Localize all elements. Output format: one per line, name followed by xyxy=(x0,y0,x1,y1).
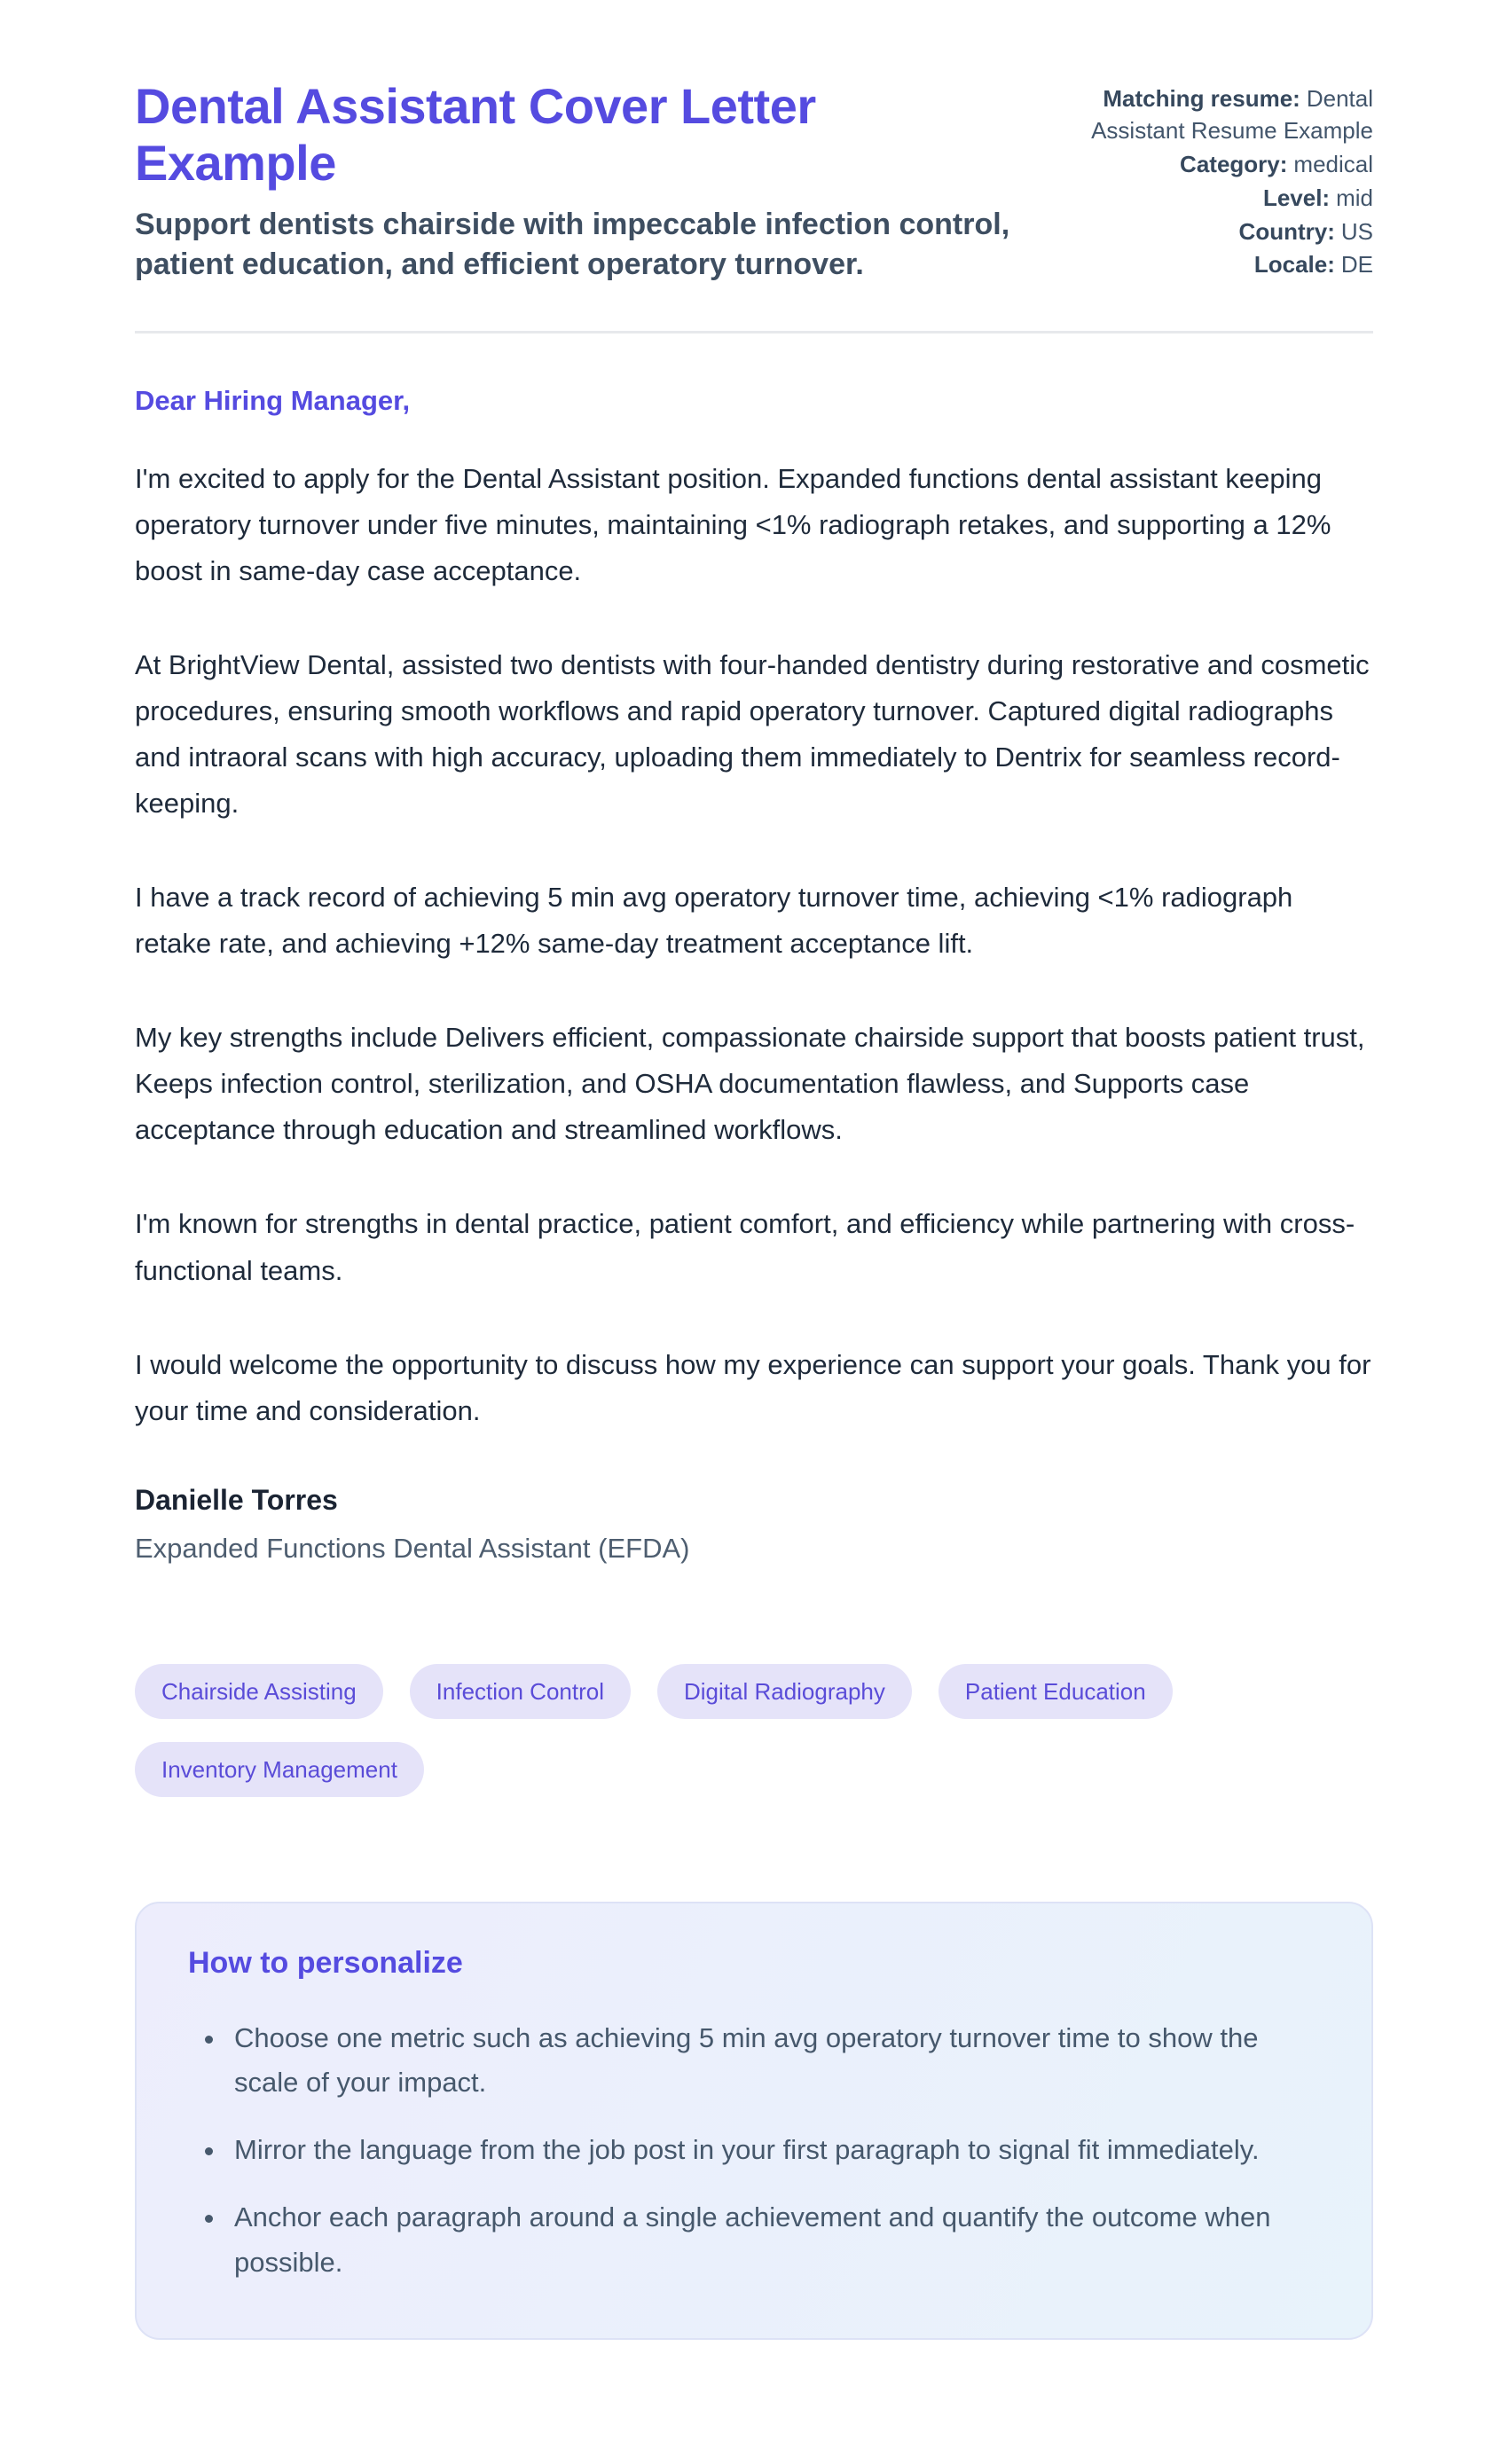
meta-label: Country: xyxy=(1238,217,1335,245)
meta-row xyxy=(1080,183,1373,215)
header-titles xyxy=(135,78,1038,285)
header-divider xyxy=(135,331,1373,334)
page-subtitle: Support dentists chairside with impeccable infection control, patient education, and efficient operatory turnover. xyxy=(135,207,1010,281)
page-title: Dental Assistant Cover Letter Example xyxy=(135,78,816,192)
skill-tags xyxy=(135,1664,1373,1797)
meta-label: Locale: xyxy=(1253,251,1335,279)
page-header xyxy=(135,78,1373,285)
letter-paragraph: I have a track record of achieving 5 min avg operatory turnover time, achieving <1% radiograph retake rate, and achieving +12% same-day treatment acceptance lift. xyxy=(135,882,1293,960)
skill-tag[interactable]: Chairside Assisting xyxy=(135,1664,383,1719)
personalize-tip: • Choose one metric such as achieving 5 min avg operatory turnover time to show the scale of your impact. xyxy=(227,2016,1320,2105)
meta-value: mid xyxy=(1336,184,1373,211)
letter-paragraphs xyxy=(135,456,1373,1434)
letter-greeting: Dear Hiring Manager, xyxy=(135,384,411,416)
signature-name: Danielle Torres xyxy=(135,1483,338,1516)
skill-tag[interactable]: Inventory Management xyxy=(135,1742,424,1797)
letter-paragraph: I'm excited to apply for the Dental Assistant position. Expanded functions dental assistant keeping operatory turnover under five minutes, maintaining <1% radiograph retakes, and supporting a 12% boost in same-day case acceptance. xyxy=(135,462,1331,586)
meta-row xyxy=(1080,149,1373,181)
personalize-tip: • Mirror the language from the job post in your first paragraph to signal fit immediately. xyxy=(227,2128,1320,2172)
signature-role: Expanded Functions Dental Assistant (EFDA) xyxy=(135,1532,690,1564)
letter-paragraph: I'm known for strengths in dental practice, patient comfort, and efficiency while partnering with cross-functional teams. xyxy=(135,1208,1355,1286)
resume-meta xyxy=(1080,78,1373,283)
letter-signature xyxy=(135,1484,1373,1565)
meta-label: Level: xyxy=(1262,184,1331,211)
meta-row xyxy=(1080,249,1373,281)
personalize-box xyxy=(135,1902,1373,2340)
personalize-title: How to personalize xyxy=(188,1945,463,1980)
meta-label: Matching resume: xyxy=(1103,85,1300,112)
meta-row xyxy=(1080,216,1373,248)
meta-value: medical xyxy=(1293,150,1373,177)
meta-value: Dental Assistant Resume Example xyxy=(1091,85,1373,144)
meta-value: US xyxy=(1340,217,1373,245)
skill-tag[interactable]: Digital Radiography xyxy=(657,1664,912,1719)
meta-label: Category: xyxy=(1180,150,1288,177)
letter-paragraph: I would welcome the opportunity to discuss how my experience can support your goals. Thank you for your time and consideration. xyxy=(135,1348,1371,1426)
personalize-tip: • Anchor each paragraph around a single achievement and quantify the outcome when possible. xyxy=(227,2195,1320,2284)
personalize-list xyxy=(188,2016,1320,2285)
meta-row xyxy=(1080,83,1373,147)
letter-paragraph: My key strengths include Delivers efficient, compassionate chairside support that boosts patient trust, Keeps infection control, sterilization, and OSHA documentation flawless, and Supports case acceptance through education and streamlined workflows. xyxy=(135,1022,1365,1146)
meta-value: DE xyxy=(1340,251,1373,279)
cover-letter-body xyxy=(135,385,1373,1565)
skill-tag[interactable]: Patient Education xyxy=(939,1664,1173,1719)
letter-paragraph: At BrightView Dental, assisted two dentists with four-handed dentistry during restorative and cosmetic procedures, ensuring smooth workflows and rapid operatory turnover. Captured digital radiographs and intraoral scans with high accuracy, uploading them immediately to Dentrix for seamless record-keeping. xyxy=(135,648,1370,819)
skill-tag[interactable]: Infection Control xyxy=(410,1664,631,1719)
